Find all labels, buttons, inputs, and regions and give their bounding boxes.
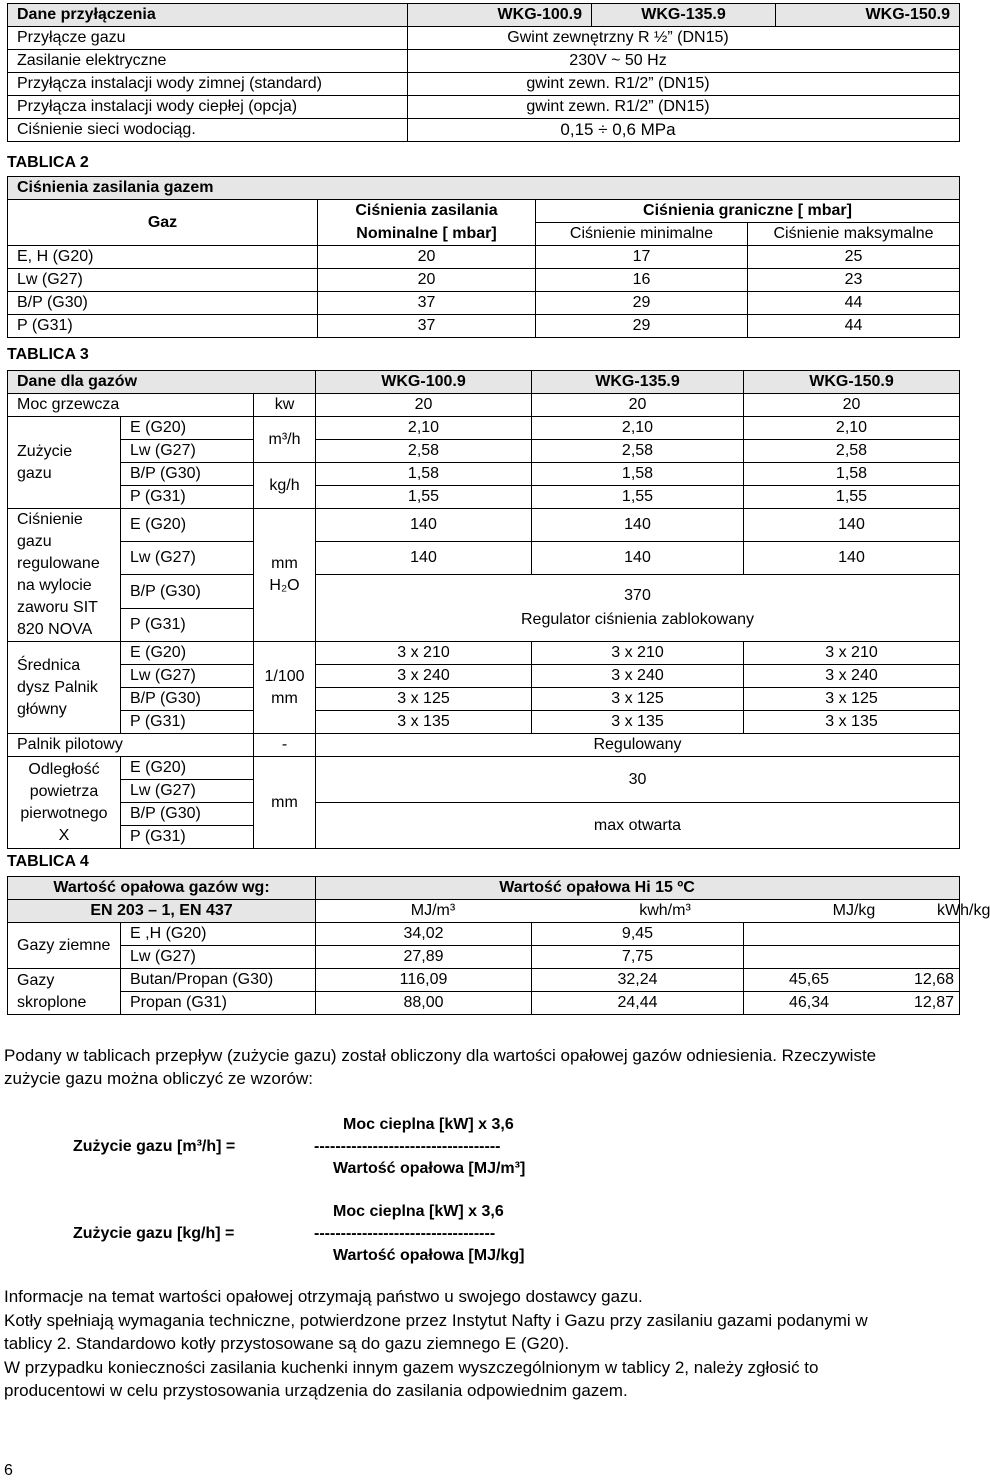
min-value: 29 [536, 292, 748, 315]
consumption-value: 2,10 [316, 417, 532, 440]
unit-header: kWh/kg [937, 902, 990, 919]
gas-name: Lw (G27) [8, 269, 318, 292]
gas-name: Lw (G27) [121, 542, 254, 575]
calorific-value: 12,87 [913, 994, 954, 1011]
calorific-value: 27,89 [316, 946, 532, 969]
connection-data-table [7, 3, 960, 142]
max-value: 25 [748, 246, 960, 269]
pressure-value: 140 [532, 542, 744, 575]
power-unit: kw [254, 394, 316, 417]
max-value: 23 [748, 269, 960, 292]
air-label: Odległość powietrza pierwotnego X [8, 757, 121, 849]
gas-name: B/P (G30) [121, 575, 254, 609]
table2-header-max: Ciśnienie maksymalne [748, 223, 960, 246]
table4-header-left1: Wartość opałowa gazów wg: [8, 877, 316, 900]
calorific-value: 34,02 [316, 923, 532, 946]
consumption-value: 2,58 [316, 440, 532, 463]
table2-header-gas: Gaz [8, 200, 318, 246]
nozzle-value: 3 x 135 [532, 711, 744, 734]
min-value: 17 [536, 246, 748, 269]
gas-name: P (G31) [121, 486, 254, 509]
table2-title: TABLICA 2 [7, 154, 89, 171]
nozzle-value: 3 x 125 [744, 688, 960, 711]
table1-model-1: WKG-100.9 [408, 4, 592, 27]
calorific-value: 7,75 [532, 946, 744, 969]
calorific-value: 24,44 [532, 992, 744, 1015]
gas-name: Lw (G27) [121, 780, 254, 803]
gas-name: P (G31) [121, 609, 254, 642]
consumption-value: 1,58 [532, 463, 744, 486]
formula1-label: Zużycie gazu [m³/h] = [73, 1138, 236, 1155]
lpg-label: Gazy skroplone [8, 969, 121, 1015]
nominal-value: 20 [318, 269, 536, 292]
nominal-value: 37 [318, 292, 536, 315]
intro-paragraph: Podany w tablicach przepływ (zużycie gazu) został obliczony dla wartości opałowej gazów odniesienia. Rzeczywiste zużycie gazu można obliczyć ze wzorów: [4, 1046, 877, 1088]
gas-name: E, H (G20) [8, 246, 318, 269]
formula1-denominator: Wartość opałowa [MJ/m³] [333, 1160, 526, 1177]
unit-header: MJ/m³ [410, 902, 456, 919]
gas-name: B/P (G30) [121, 688, 254, 711]
gas-name: Lw (G27) [121, 665, 254, 688]
calorific-value: 12,68 [913, 971, 954, 988]
table1-model-2: WKG-135.9 [592, 4, 776, 27]
consumption-value: 2,58 [744, 440, 960, 463]
table1-row-value: Gwint zewnętrzny R ½” (DN15) [408, 27, 960, 50]
consumption-value: 2,10 [532, 417, 744, 440]
nozzle-value: 3 x 210 [532, 642, 744, 665]
certification-paragraph: Kotły spełniają wymagania techniczne, potwierdzone przez Instytut Nafty i Gazu przy zasilaniu gazami podanymi w tablicy 2. Standardowo kotły przystosowane są do gazu ziemnego E (G20). [4, 1311, 868, 1353]
consumption-value: 1,55 [744, 486, 960, 509]
consumption-value: 2,58 [532, 440, 744, 463]
table3-model-2: WKG-135.9 [532, 371, 744, 394]
pressure-blocked-value: 370 [624, 587, 651, 604]
consumption-unit-m3: m³/h [254, 417, 316, 463]
table1-row-value: gwint zewn. R1/2” (DN15) [408, 73, 960, 96]
power-value: 20 [532, 394, 744, 417]
formula2-denominator: Wartość opałowa [MJ/kg] [333, 1247, 525, 1264]
table3-header-label: Dane dla gazów [8, 371, 316, 394]
table2-header-supply: Ciśnienia zasilania [318, 200, 536, 223]
table1-row-label: Ciśnienie sieci wodociąg. [8, 119, 408, 142]
pressure-unit: mm H₂O [254, 509, 316, 642]
calorific-value [744, 946, 960, 969]
table1-row-value: 0,15 ÷ 0,6 MPa [408, 119, 960, 142]
table2-caption: Ciśnienia zasilania gazem [8, 177, 960, 200]
table3-model-1: WKG-100.9 [316, 371, 532, 394]
calorific-value: 32,24 [532, 969, 744, 992]
formula2-label: Zużycie gazu [kg/h] = [73, 1225, 235, 1242]
conversion-paragraph: W przypadku konieczności zasilania kuchenki innym gazem wyszczególnionym w tablicy 2, należy zgłosić to producentowi w celu przystosowania urządzenia do zasilania odpowiednim gazem. [4, 1358, 819, 1400]
gas-name: P (G31) [121, 711, 254, 734]
gas-name: Lw (G27) [121, 946, 316, 969]
calorific-value [744, 923, 960, 946]
nozzle-label: Średnica dysz Palnik główny [8, 642, 121, 734]
calorific-split [744, 969, 960, 992]
gas-name: E (G20) [121, 417, 254, 440]
table1-row-label: Przyłącza instalacji wody ciepłej (opcja) [8, 96, 408, 119]
nominal-value: 20 [318, 246, 536, 269]
consumption-value: 2,10 [744, 417, 960, 440]
table1-row-label: Zasilanie elektryczne [8, 50, 408, 73]
min-value: 29 [536, 315, 748, 338]
gas-name: E (G20) [121, 509, 254, 542]
formula2-line: ---------------------------------- [314, 1225, 496, 1242]
nozzle-value: 3 x 210 [316, 642, 532, 665]
calorific-value: 45,65 [788, 971, 830, 988]
pressure-blocked-text: Regulator ciśnienia zablokowany [520, 611, 755, 628]
info-paragraph: Informacje na temat wartości opałowej otrzymają państwo u swojego dostawcy gazu. [4, 1287, 643, 1306]
air-value-bottom: max otwarta [316, 803, 960, 849]
nozzle-value: 3 x 135 [744, 711, 960, 734]
gas-name: P (G31) [121, 826, 254, 849]
pressure-label: Ciśnienie gazu regulowane na wylocie zaworu SIT 820 NOVA [8, 509, 121, 642]
table2-header-limit: Ciśnienia graniczne [ mbar] [536, 200, 960, 223]
table2-header-nominal: Nominalne [ mbar] [318, 223, 536, 246]
table4-title: TABLICA 4 [7, 853, 89, 870]
supply-pressure-table [7, 176, 960, 338]
nozzle-value: 3 x 125 [532, 688, 744, 711]
units-row [316, 900, 990, 922]
nominal-value: 37 [318, 315, 536, 338]
page-number: 6 [4, 1462, 13, 1479]
table3-title: TABLICA 3 [7, 346, 89, 363]
nozzle-value: 3 x 210 [744, 642, 960, 665]
power-value: 20 [316, 394, 532, 417]
unit-header: MJ/kg [832, 902, 876, 919]
power-label: Moc grzewcza [8, 394, 254, 417]
consumption-value: 1,58 [316, 463, 532, 486]
table-row [8, 269, 960, 292]
calorific-value: 9,45 [532, 923, 744, 946]
consumption-value: 1,58 [744, 463, 960, 486]
power-value: 20 [744, 394, 960, 417]
table1-row-value: 230V ~ 50 Hz [408, 50, 960, 73]
unit-header: kwh/m³ [639, 902, 691, 919]
table1-row-label: Przyłącze gazu [8, 27, 408, 50]
calorific-split [744, 992, 960, 1015]
formula1-line: ----------------------------------- [314, 1138, 501, 1155]
pressure-blocked [316, 575, 960, 642]
pilot-value: Regulowany [316, 734, 960, 757]
pilot-unit: - [254, 734, 316, 757]
nozzle-unit: 1/100 mm [254, 642, 316, 734]
natural-gas-label: Gazy ziemne [8, 923, 121, 969]
table1-row-label: Przyłącza instalacji wody zimnej (standard) [8, 73, 408, 96]
max-value: 44 [748, 292, 960, 315]
table2-header-min: Ciśnienie minimalne [536, 223, 748, 246]
table1-model-3: WKG-150.9 [776, 4, 960, 27]
air-value-top: 30 [316, 757, 960, 803]
gas-name: E (G20) [121, 757, 254, 780]
nozzle-value: 3 x 135 [316, 711, 532, 734]
table4-units [316, 900, 990, 923]
consumption-value: 1,55 [532, 486, 744, 509]
table3-model-3: WKG-150.9 [744, 371, 960, 394]
table-row [8, 246, 960, 269]
gas-name: P (G31) [8, 315, 318, 338]
gas-name: E ,H (G20) [121, 923, 316, 946]
pressure-value: 140 [532, 509, 744, 542]
table4-header-left2: EN 203 – 1, EN 437 [8, 900, 316, 923]
formula2-numerator: Moc cieplna [kW] x 3,6 [333, 1203, 504, 1220]
gas-name: B/P (G30) [121, 803, 254, 826]
gas-data-table [7, 370, 960, 849]
calorific-value: 116,09 [316, 969, 532, 992]
table-row [8, 315, 960, 338]
pressure-value: 140 [744, 509, 960, 542]
gas-name: Butan/Propan (G30) [121, 969, 316, 992]
consumption-unit-kg: kg/h [254, 463, 316, 509]
consumption-label: Zużycie gazu [8, 417, 121, 509]
nozzle-value: 3 x 125 [316, 688, 532, 711]
gas-name: Lw (G27) [121, 440, 254, 463]
calorific-value: 46,34 [788, 994, 830, 1011]
min-value: 16 [536, 269, 748, 292]
gas-name: Propan (G31) [121, 992, 316, 1015]
nozzle-value: 3 x 240 [316, 665, 532, 688]
formula1-numerator: Moc cieplna [kW] x 3,6 [343, 1116, 514, 1133]
nozzle-value: 3 x 240 [532, 665, 744, 688]
air-unit: mm [254, 757, 316, 849]
table4-header-right: Wartość opałowa Hi 15 ºC [316, 877, 960, 900]
calorific-value: 88,00 [316, 992, 532, 1015]
pressure-value: 140 [316, 542, 532, 575]
max-value: 44 [748, 315, 960, 338]
nozzle-value: 3 x 240 [744, 665, 960, 688]
gas-name: E (G20) [121, 642, 254, 665]
calorific-value-table [7, 876, 990, 1015]
consumption-value: 1,55 [316, 486, 532, 509]
pressure-value: 140 [744, 542, 960, 575]
table1-row-value: gwint zewn. R1/2” (DN15) [408, 96, 960, 119]
pilot-label: Palnik pilotowy [8, 734, 254, 757]
gas-name: B/P (G30) [8, 292, 318, 315]
pressure-value: 140 [316, 509, 532, 542]
table1-header-label: Dane przyłączenia [8, 4, 408, 27]
table-row [8, 292, 960, 315]
gas-name: B/P (G30) [121, 463, 254, 486]
